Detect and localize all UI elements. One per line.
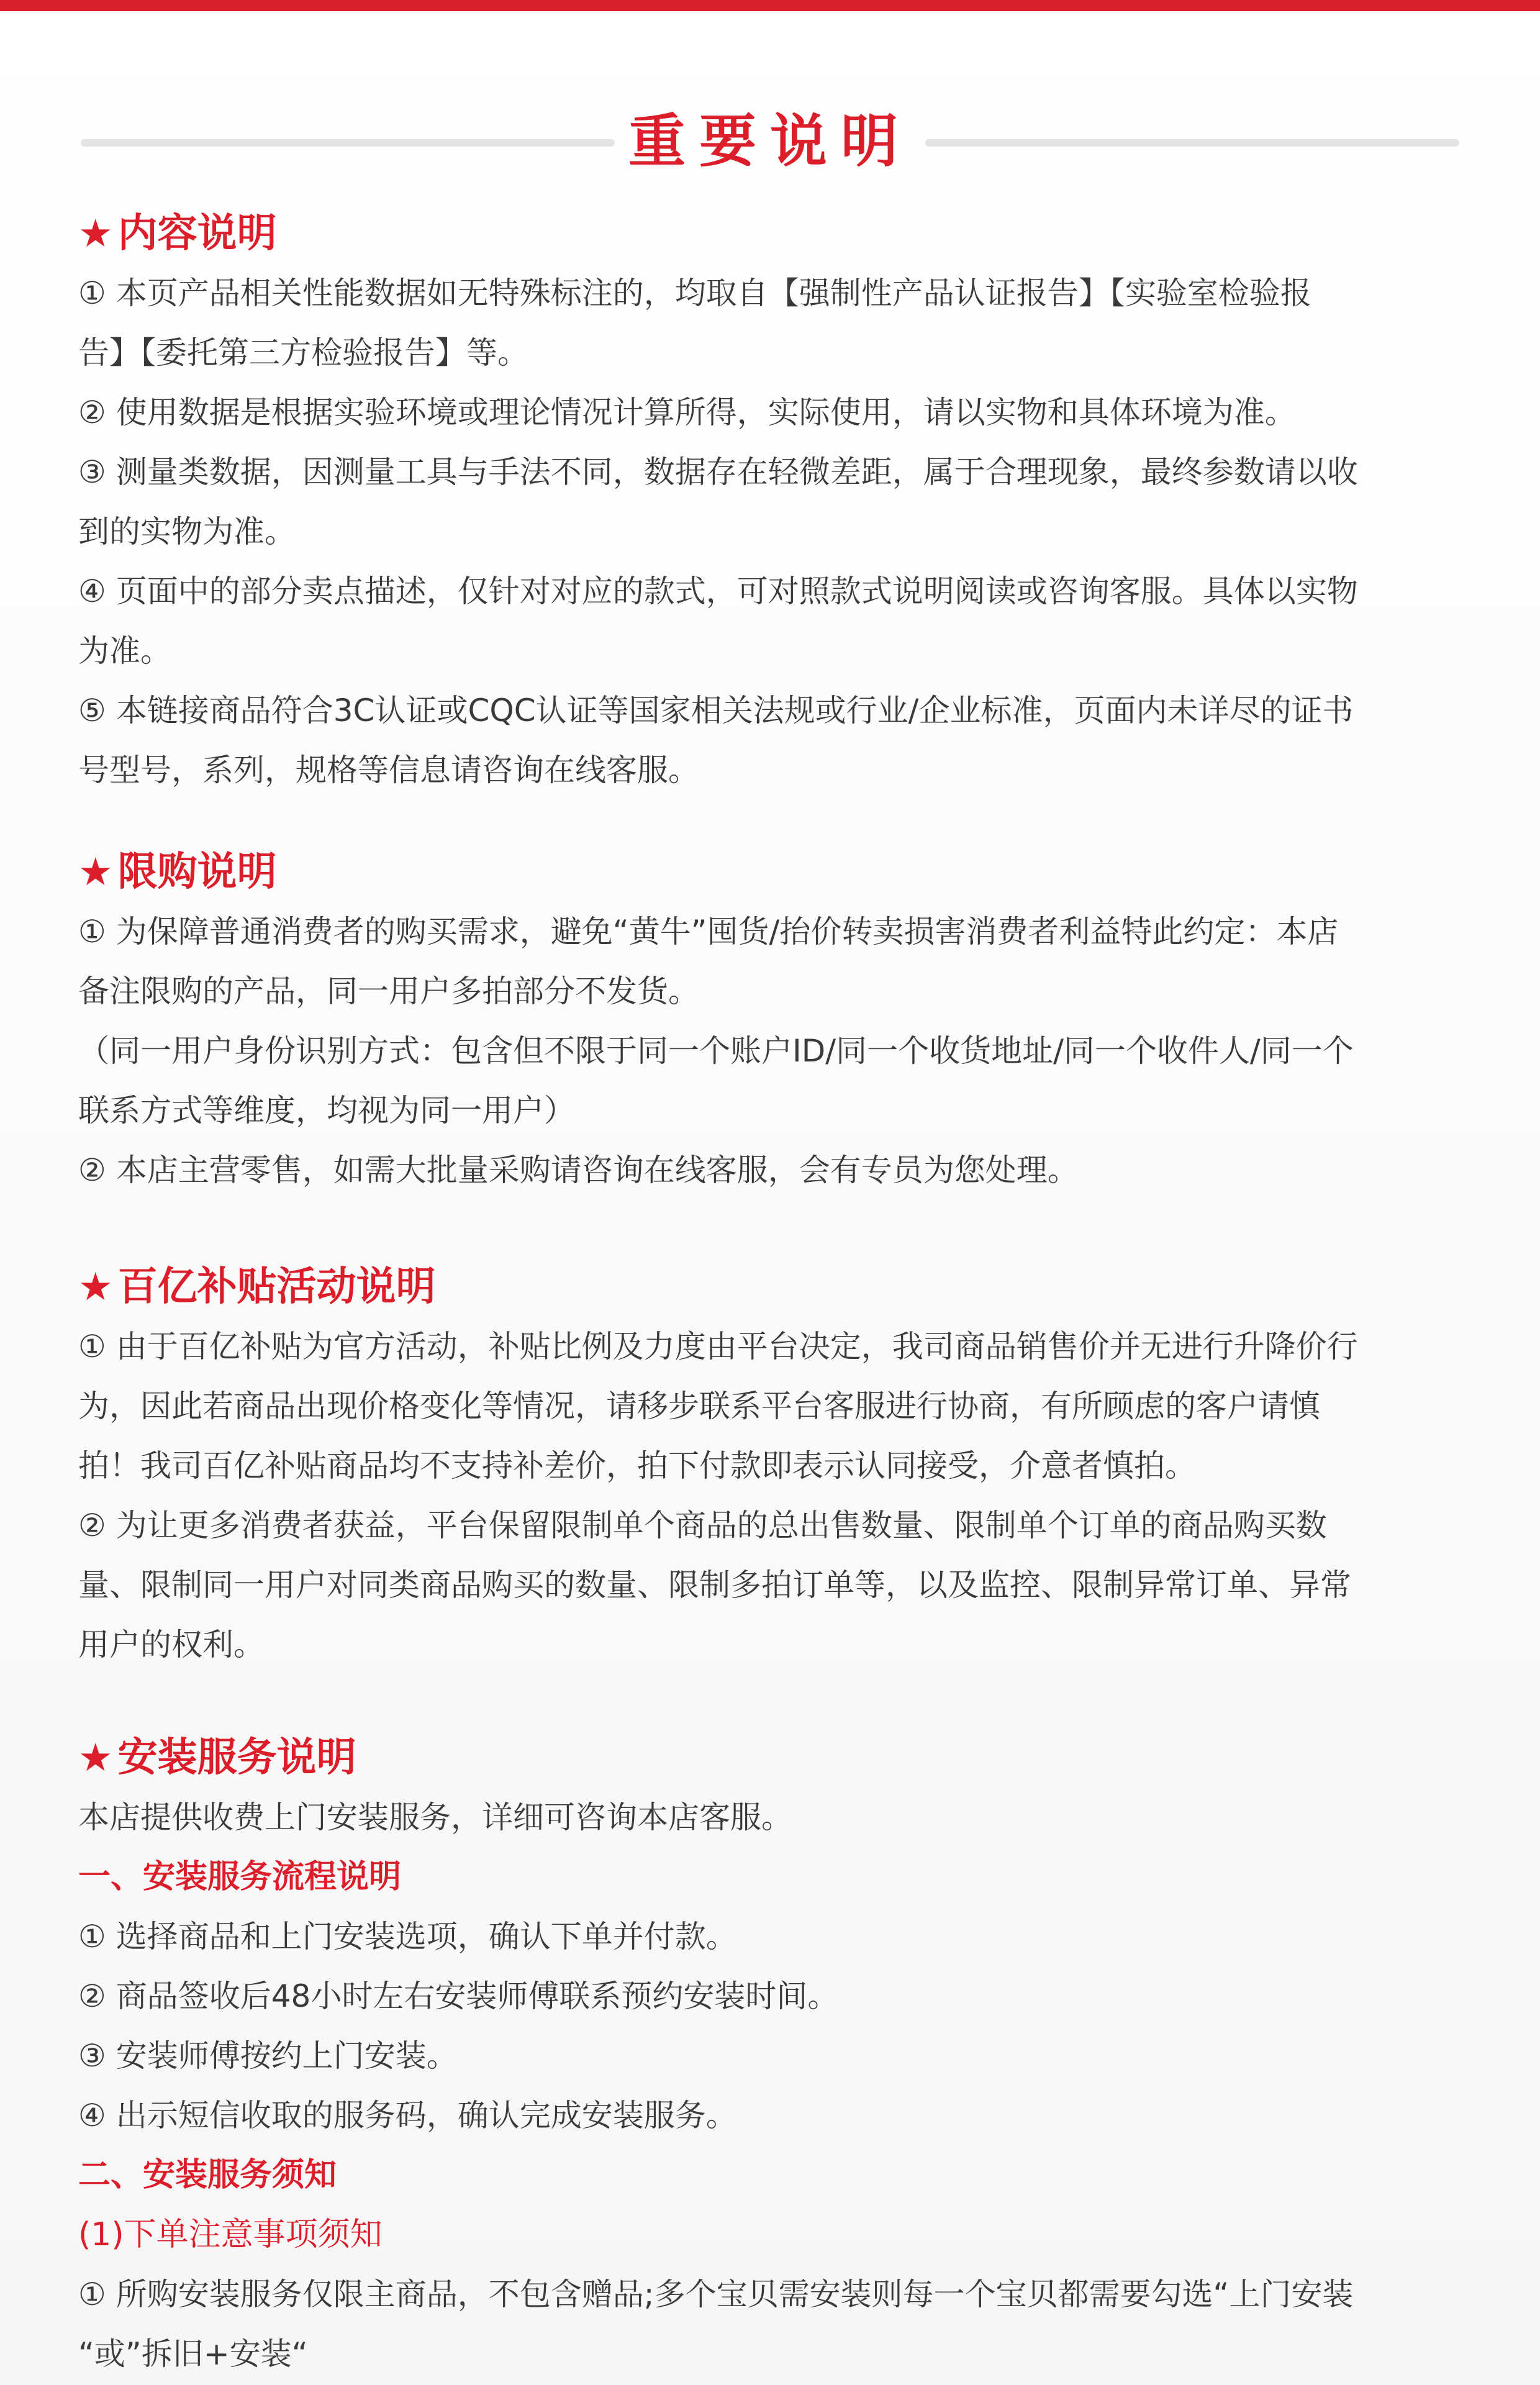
text-line: ③ 安装师傅按约上门安装。: [78, 2038, 458, 2074]
section-installation: [78, 1728, 1488, 2384]
text-line: ① 本页产品相关性能数据如无特殊标注的，均取自【强制性产品认证报告】【实验室检验报: [78, 275, 1311, 311]
top-accent-bar: [0, 0, 1540, 11]
text-line: ② 使用数据是根据实验环境或理论情况计算所得，实际使用，请以实物和具体环境为准。: [78, 394, 1296, 430]
star-icon: ★: [78, 1264, 113, 1309]
section-heading: [78, 842, 1488, 902]
text-line: ③ 测量类数据，因测量工具与手法不同，数据存在轻微差距，属于合理现象，最终参数请以收: [78, 454, 1358, 490]
section-heading: [78, 1257, 1488, 1317]
section-heading-label: 限购说明: [117, 849, 277, 895]
title-row: [81, 92, 1459, 191]
install-intro: 本店提供收费上门安装服务，详细可咨询本店客服。: [78, 1799, 792, 1835]
text-line: 备注限购的产品，同一用户多拍部分不发货。: [78, 973, 699, 1009]
text-line: 到的实物为准。: [78, 514, 296, 550]
star-icon: ★: [78, 211, 113, 256]
title-rule-right: [925, 139, 1459, 147]
text-line: ④ 出示短信收取的服务码，确认完成安装服务。: [78, 2097, 737, 2133]
section-purchase-limit: [78, 842, 1488, 1200]
text-line: 拍！我司百亿补贴商品均不支持补差价，拍下付款即表示认同接受，介意者慎拍。: [78, 1448, 1196, 1484]
text-line: 为准。: [78, 633, 171, 669]
title-rule-left: [81, 139, 615, 147]
install-flow-heading: 一、安装服务流程说明: [78, 1858, 402, 1896]
text-line: （同一用户身份识别方式：包含但不限于同一个账户ID/同一个收货地址/同一个收件人/同一个: [78, 1033, 1354, 1069]
section-subsidy: [78, 1257, 1488, 1674]
section-heading-label: 安装服务说明: [117, 1735, 356, 1781]
section-heading: [78, 204, 1488, 263]
text-line: 联系方式等维度，均视为同一用户）: [78, 1093, 575, 1129]
section-heading-label: 百亿补贴活动说明: [117, 1264, 436, 1310]
text-line: 为，因此若商品出现价格变化等情况，请移步联系平台客服进行协商，有所顾虑的客户请慎: [78, 1388, 1320, 1424]
text-line: ① 选择商品和上门安装选项，确认下单并付款。: [78, 1919, 737, 1955]
notice-page: [0, 11, 1540, 2385]
text-line: 号型号，系列，规格等信息请咨询在线客服。: [78, 752, 699, 788]
text-line: ② 商品签收后48小时左右安装师傅联系预约安装时间。: [78, 1978, 839, 2014]
install-notice-heading: 二、安装服务须知: [78, 2156, 337, 2194]
section-heading: [78, 1728, 1488, 1788]
text-line: 告】【委托第三方检验报告】等。: [78, 335, 528, 371]
text-line: ④ 页面中的部分卖点描述，仅针对对应的款式，可对照款式说明阅读或咨询客服。具体以实物: [78, 573, 1358, 609]
text-line: 量、限制同一用户对同类商品购买的数量、限制多拍订单等，以及监控、限制异常订单、异常: [78, 1567, 1351, 1603]
text-line: ⑤ 本链接商品符合3C认证或CQC认证等国家相关法规或行业/企业标准，页面内未详尽的证书: [78, 693, 1354, 729]
text-line: ② 本店主营零售，如需大批量采购请咨询在线客服，会有专员为您处理。: [78, 1152, 1079, 1188]
star-icon: ★: [78, 1735, 113, 1780]
text-line: “或”拆旧+安装“: [78, 2336, 308, 2372]
star-icon: ★: [78, 849, 113, 894]
order-notice-heading: (1)下单注意事项须知: [78, 2216, 383, 2253]
text-line: ① 为保障普通消费者的购买需求，避免“黄牛”囤货/抬价转卖损害消费者利益特此约定：本店: [78, 914, 1339, 950]
section-heading-label: 内容说明: [117, 211, 277, 257]
text-line: ① 由于百亿补贴为官方活动，补贴比例及力度由平台决定，我司商品销售价并无进行升降价行: [78, 1329, 1358, 1365]
notice-content: [78, 204, 1488, 2384]
text-line: 用户的权利。: [78, 1627, 265, 1663]
text-line: ① 所购安装服务仅限主商品，不包含赠品;多个宝贝需安装则每一个宝贝都需要勾选“上门安装: [78, 2276, 1354, 2312]
section-content-notes: [78, 204, 1488, 800]
text-line: ② 为让更多消费者获益，平台保留限制单个商品的总出售数量、限制单个订单的商品购买数: [78, 1507, 1327, 1543]
page-title: 重要说明: [628, 108, 912, 175]
